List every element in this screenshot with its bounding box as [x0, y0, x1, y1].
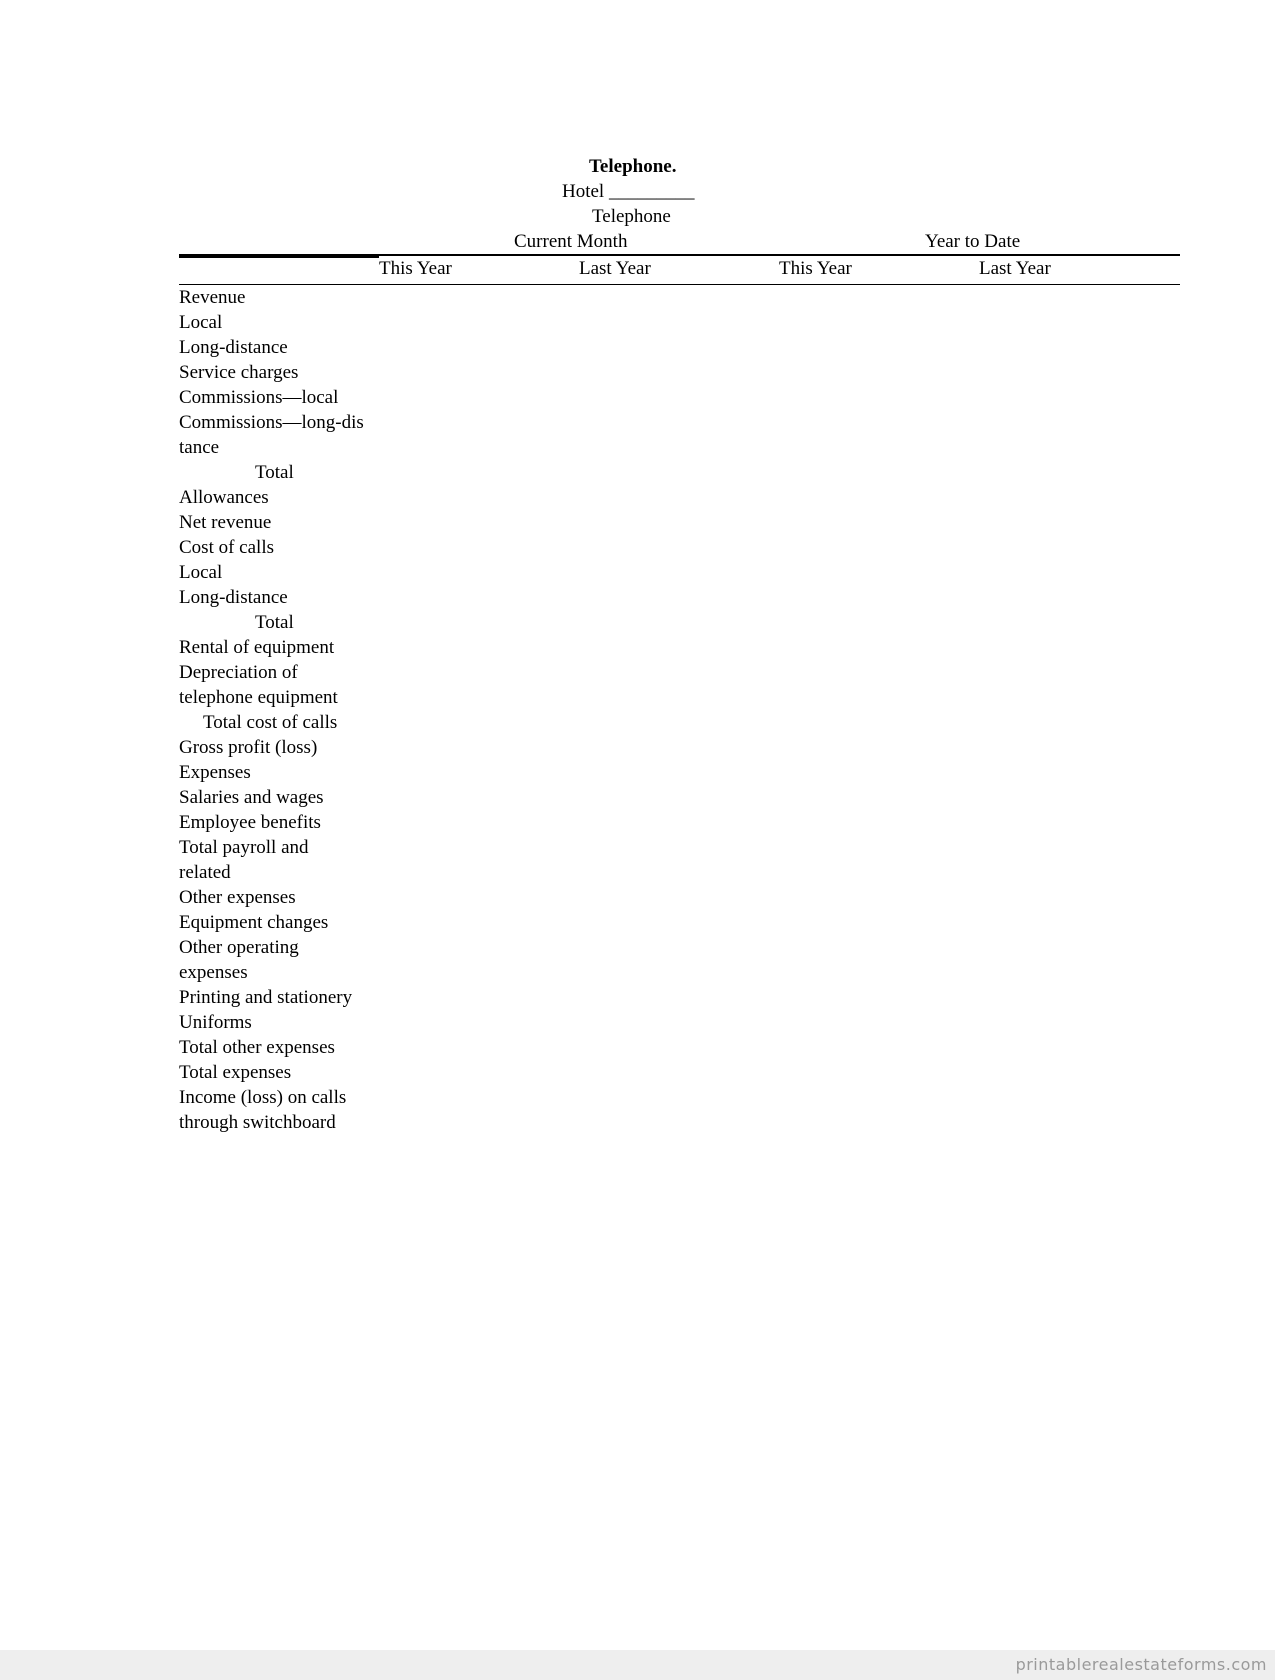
row-label: Depreciation of [179, 662, 298, 683]
row-label: Net revenue [179, 512, 272, 533]
document-subtitle: Telephone [592, 206, 671, 227]
row-label: through switchboard [179, 1112, 336, 1133]
row-label: Printing and stationery [179, 987, 353, 1008]
row-label: Rental of equipment [179, 637, 335, 658]
row-label: Commissions—local [179, 387, 339, 408]
row-label: Employee benefits [179, 812, 321, 833]
row-label: Total expenses [179, 1062, 292, 1083]
row-label: Salaries and wages [179, 787, 324, 808]
footer-bar [0, 1650, 1275, 1680]
row-label: Revenue [179, 287, 246, 308]
row-label-total: Total [255, 462, 294, 483]
row-label: Expenses [179, 762, 251, 783]
table-top-rule-thick [179, 254, 379, 258]
row-label: Uniforms [179, 1012, 252, 1033]
row-label: Long-distance [179, 337, 288, 358]
row-label: Long-distance [179, 587, 288, 608]
column-header-cm-last-year: Last Year [579, 258, 651, 279]
row-label: tance [179, 437, 220, 458]
row-label: related [179, 862, 231, 883]
row-label: expenses [179, 962, 248, 983]
footer-site-link[interactable]: printablerealestateforms.com [1015, 1655, 1267, 1674]
group-header-current-month: Current Month [514, 231, 628, 252]
row-label: Cost of calls [179, 537, 274, 558]
row-labels [179, 285, 399, 1135]
document-title: Telephone. [589, 156, 677, 177]
row-label-total: Total cost of calls [203, 712, 338, 733]
column-header-cm-this-year: This Year [379, 258, 452, 279]
column-header-ytd-last-year: Last Year [979, 258, 1051, 279]
row-label-total: Total [255, 612, 294, 633]
row-label: Income (loss) on calls [179, 1087, 347, 1108]
row-label: Service charges [179, 362, 299, 383]
row-label: Allowances [179, 487, 269, 508]
hotel-name-line: Hotel _________ [562, 181, 695, 202]
group-header-year-to-date: Year to Date [925, 231, 1021, 252]
table-top-rule [379, 254, 1180, 256]
row-label: Total payroll and [179, 837, 309, 858]
row-label: telephone equipment [179, 687, 338, 708]
row-label: Local [179, 562, 223, 583]
column-header-ytd-this-year: This Year [779, 258, 852, 279]
row-label: Other operating [179, 937, 299, 958]
row-label: Local [179, 312, 223, 333]
row-label: Total other expenses [179, 1037, 335, 1058]
row-label: Gross profit (loss) [179, 737, 318, 758]
row-label: Equipment changes [179, 912, 329, 933]
row-label: Other expenses [179, 887, 296, 908]
row-label: Commissions—long-dis [179, 412, 364, 433]
